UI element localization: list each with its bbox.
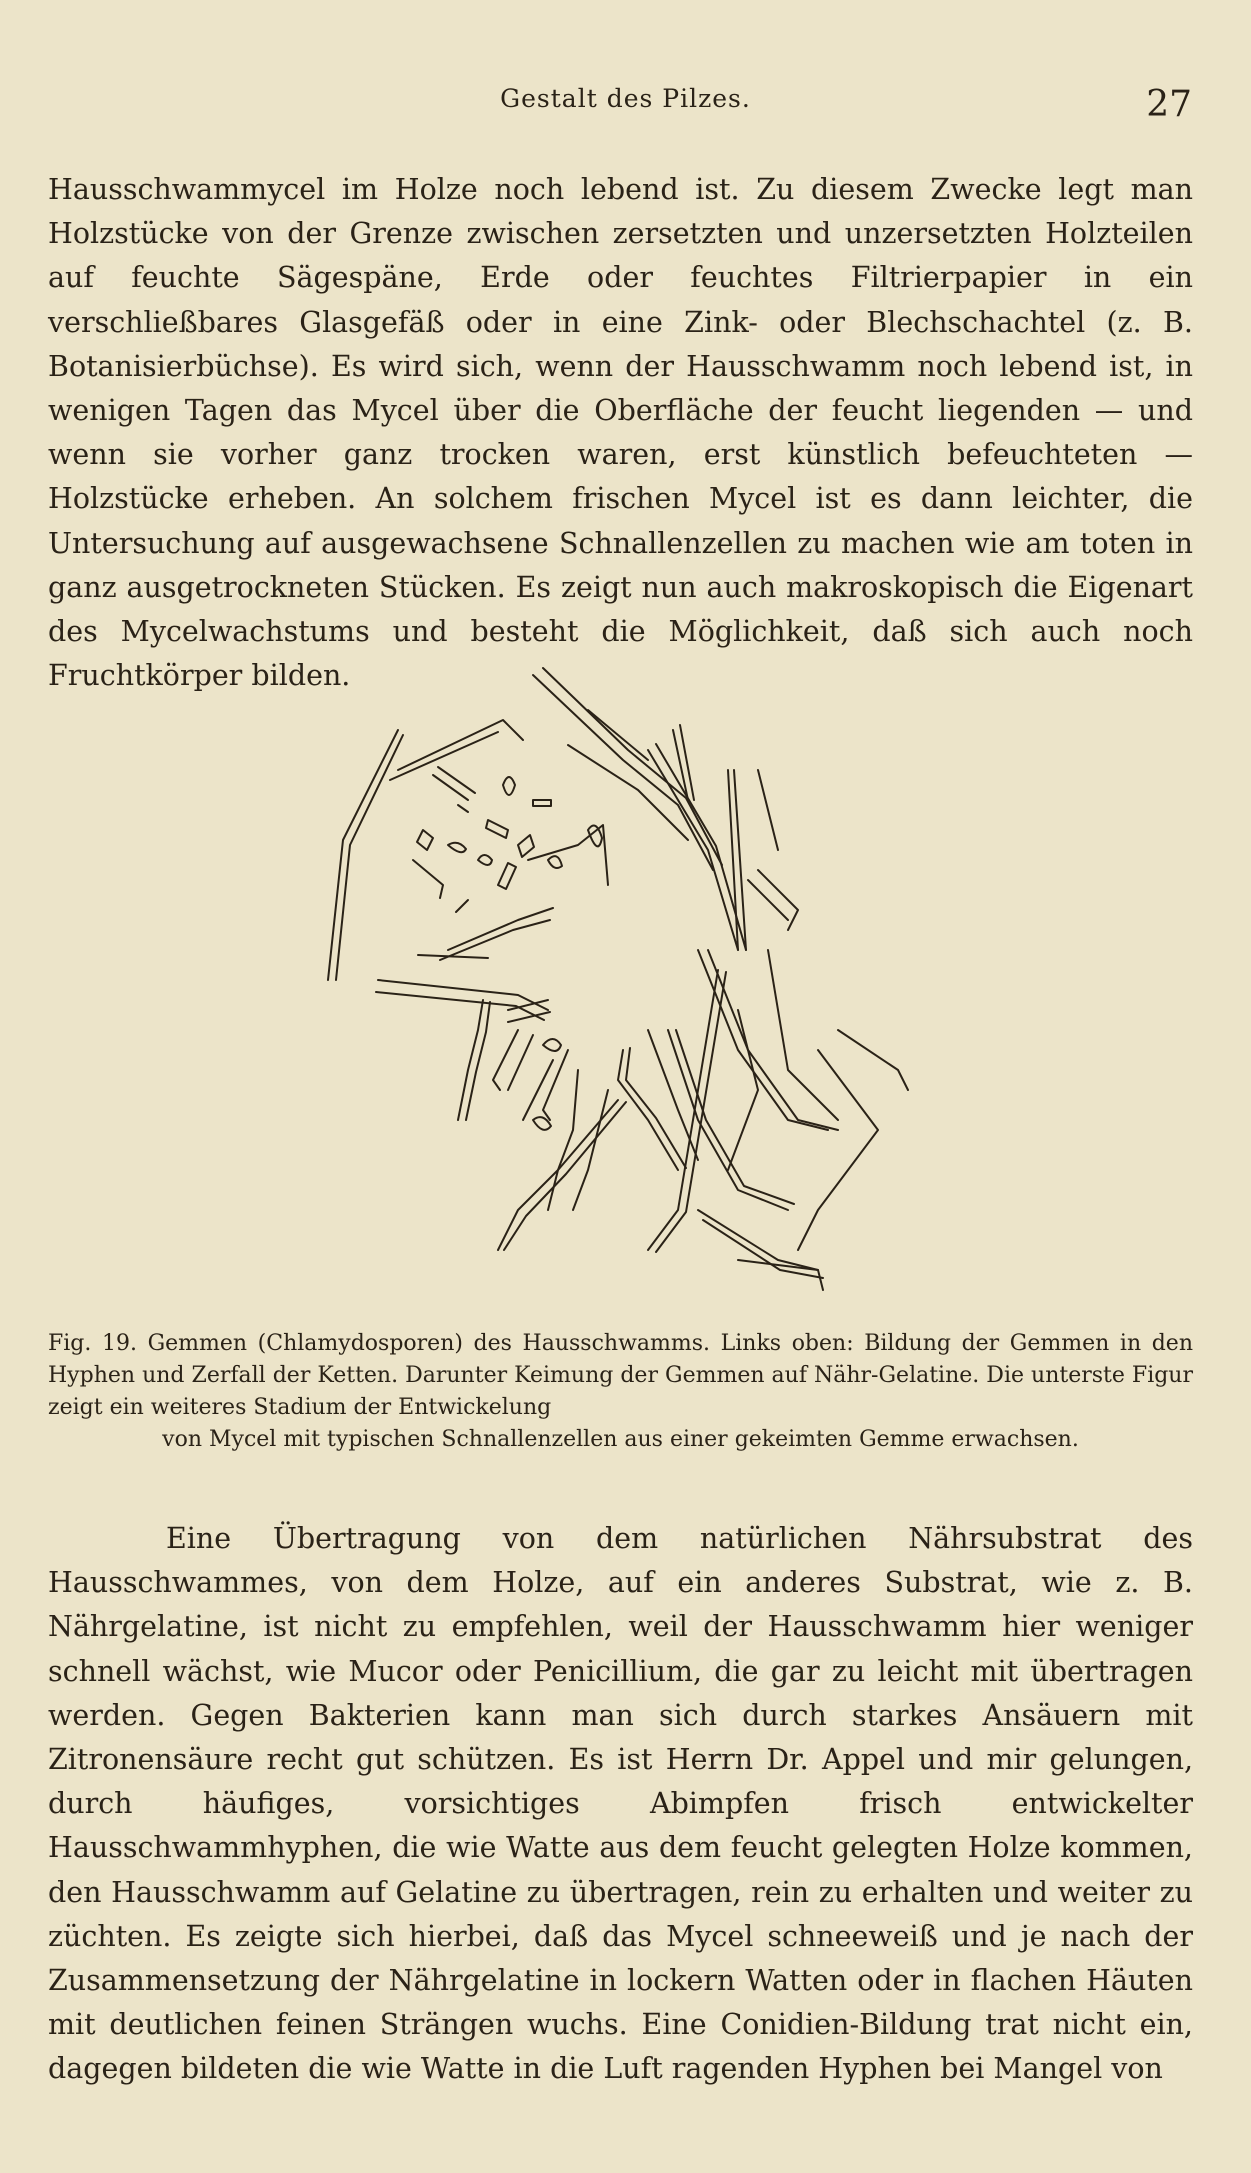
running-head: Gestalt des Pilzes. — [500, 84, 751, 113]
figure-caption-last-line: von Mycel mit typischen Schnallenzellen aus einer gekeimten Gemme erwachsen. — [162, 1427, 1079, 1452]
paragraph-1: Hausschwammycel im Holze noch lebend ist. Zu diesem Zwecke legt man Holzstücke von der Grenze zwischen zersetzten und unzersetzten Holzteilen auf feuchte Sägespäne, Erde oder feuchtes Filtrierpapier in ein verschließbares Glasgefäß oder in eine Zink- oder Blechschachtel (z. B. Botanisierbüchse). Es wird sich, wenn der Hausschwamm noch lebend ist, in wenigen Tagen das Mycel über die Oberfläche der feucht liegenden — und wenn sie vorher ganz trocken waren, erst künstlich befeuchteten — Holzstücke erheben. An solchem frischen Mycel ist es dann leichter, die Untersuchung auf ausgewachsene Schnallenzellen zu machen wie am toten in ganz ausgetrockneten Stücken. Es zeigt nun auch makroskopisch die Eigenart des Mycelwachstums und besteht die Möglichkeit, daß sich auch noch Fruchtkörper bilden. — [48, 173, 1193, 693]
figure-line-drawing — [318, 650, 938, 1310]
page-number: 27 — [1146, 84, 1192, 125]
figure-caption-main: Fig. 19. Gemmen (Chlamydosporen) des Hausschwamms. Links oben: Bildung der Gemmen in den Hyphen und Zerfall der Ketten. Darunter Keimung der Gemmen auf Nähr-Gelatine. Die unterste Figur zeigt ein weiteres Stadium der Entwickelung — [48, 1331, 1193, 1420]
figure-hyphae-illustration — [318, 650, 938, 1310]
figure-caption — [48, 1328, 1193, 1456]
paragraph-2: Eine Übertragung von dem natürlichen Nährsubstrat des Hausschwammes, von dem Holze, auf ein anderes Substrat, wie z. B. Nährgelatine, ist nicht zu empfehlen, weil der Hausschwamm hier weniger schnell wächst, wie Mucor oder Penicillium, die gar zu leicht mit übertragen werden. Gegen Bakterien kann man sich durch starkes Ansäuern mit Zitronensäure recht gut schützen. Es ist Herrn Dr. Appel und mir gelungen, durch häufiges, vorsichtiges Abimpfen frisch entwickelter Hausschwammhyphen, die wie Watte aus dem feucht gelegten Holze kommen, den Hausschwamm auf Gelatine zu übertragen, rein zu erhalten und weiter zu züchten. Es zeigte sich hierbei, daß das Mycel schneeweiß und je nach der Zusammensetzung der Nährgelatine in lockern Watten oder in flachen Häuten mit deutlichen feinen Strängen wuchs. Eine Conidien-Bildung trat nicht ein, dagegen bildeten die wie Watte in die Luft ragenden Hyphen bei Mangel von — [48, 1522, 1193, 2086]
